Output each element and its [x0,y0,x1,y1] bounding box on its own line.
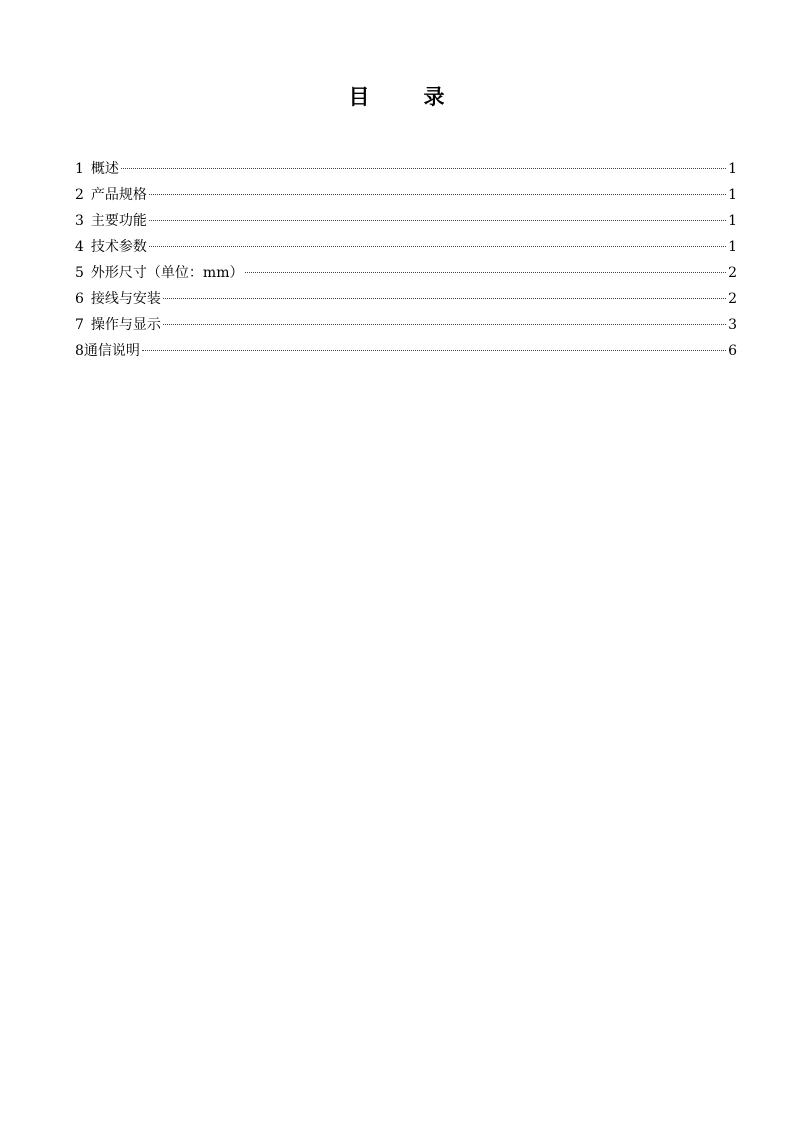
toc-entry-label: 外形尺寸（单位：mm） [90,265,244,281]
toc-entry-label: 通信说明 [83,343,140,359]
toc-dot-leader [245,272,726,273]
toc-dot-leader [142,350,726,351]
toc-entry-page: 6 [728,343,737,359]
toc-entry-specifications[interactable] [75,183,737,209]
toc-entry-page: 2 [728,291,737,307]
toc-entry-page: 1 [728,239,737,255]
toc-entry-number: 4 [75,239,84,255]
toc-dot-leader [149,246,726,247]
toc-entry-page: 3 [728,317,737,333]
toc-entry-label: 产品规格 [90,187,147,203]
toc-title-char-1: 目 [348,85,370,109]
toc-entry-number: 6 [75,291,84,307]
toc-entry-operation[interactable] [75,313,737,339]
toc-entry-number: 3 [75,213,84,229]
toc-title [0,83,793,111]
toc-entry-wiring[interactable] [75,287,737,313]
toc-entry-label: 概述 [90,161,119,177]
toc-entry-number: 1 [75,161,84,177]
toc-entry-number: 7 [75,317,84,333]
toc-entry-communication[interactable] [75,339,737,365]
toc-entry-label: 技术参数 [90,239,147,255]
toc-entry-page: 1 [728,187,737,203]
toc-entry-label: 操作与显示 [90,317,161,333]
toc-title-char-2: 录 [423,85,445,109]
toc-entry-functions[interactable] [75,209,737,235]
toc-dot-leader [121,168,726,169]
toc-dot-leader [163,324,726,325]
toc-entry-label: 主要功能 [90,213,147,229]
toc-dot-leader [149,194,726,195]
toc-entry-page: 1 [728,161,737,177]
toc-dot-leader [163,298,726,299]
toc-dot-leader [149,220,726,221]
toc-entry-number: 2 [75,187,84,203]
table-of-contents [75,157,737,365]
toc-entry-dimensions[interactable] [75,261,737,287]
toc-entry-number: 8 [75,343,84,359]
toc-entry-overview[interactable] [75,157,737,183]
toc-entry-parameters[interactable] [75,235,737,261]
toc-entry-number: 5 [75,265,84,281]
toc-entry-page: 1 [728,213,737,229]
toc-entry-page: 2 [728,265,737,281]
toc-entry-label: 接线与安装 [90,291,161,307]
